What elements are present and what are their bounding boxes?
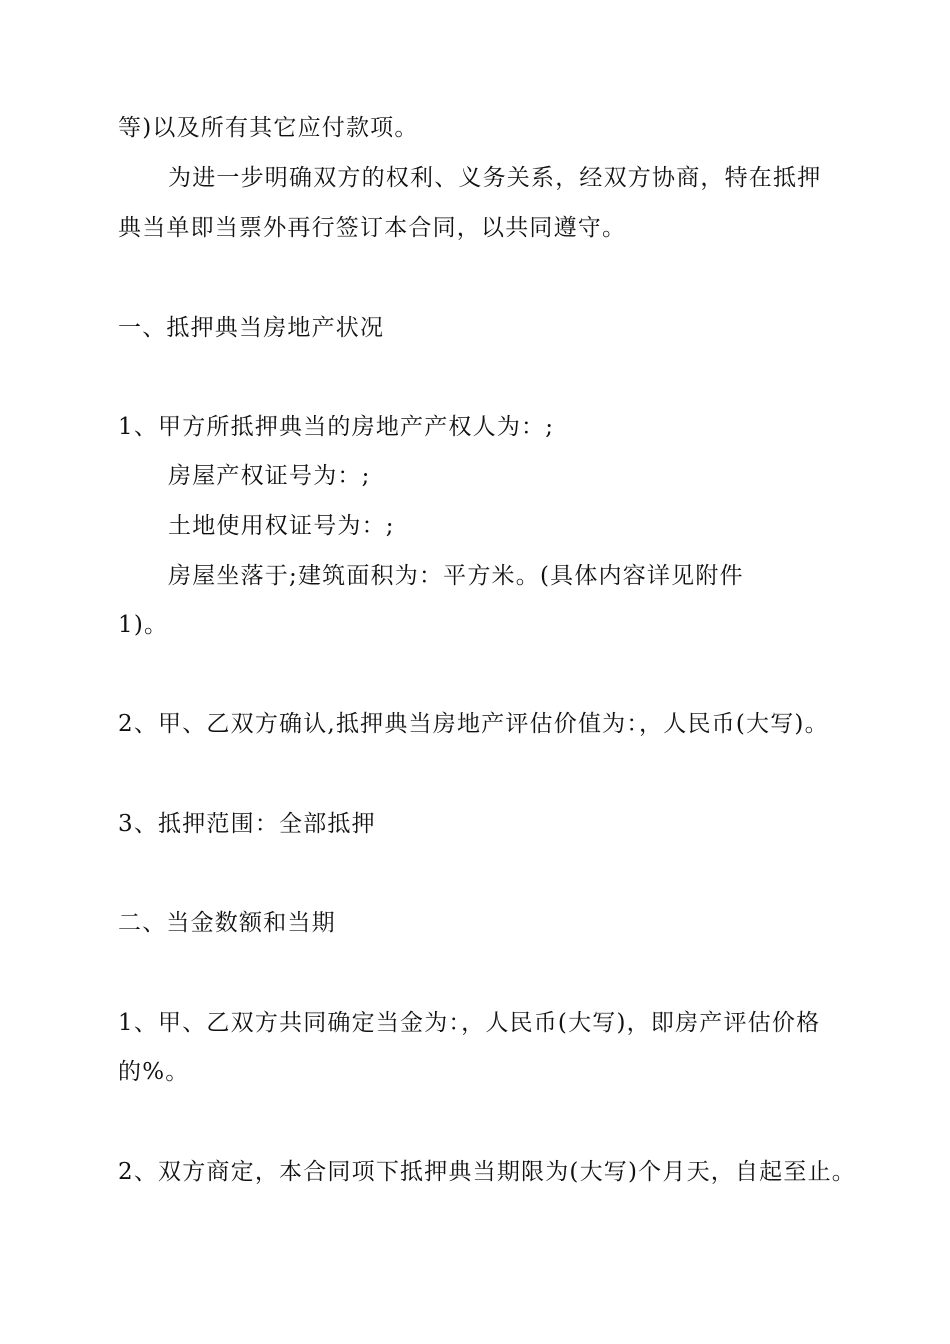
section-heading: 一、抵押典当房地产状况	[118, 315, 385, 341]
text-line: 1)。	[118, 612, 169, 638]
text-line: 1、甲方所抵押典当的房地产产权人为：;	[118, 414, 555, 440]
text-line: 的%。	[118, 1059, 190, 1085]
text-line: 为进一步明确双方的权利、义务关系，经双方协商，特在抵押	[168, 165, 822, 191]
text-line: 1、甲、乙双方共同确定当金为：，人民币(大写)，即房产评估价格	[118, 1010, 821, 1036]
section-heading: 二、当金数额和当期	[118, 910, 336, 936]
text-line: 2、甲、乙双方确认,抵押典当房地产评估价值为：，人民币(大写)。	[118, 711, 829, 737]
text-line: 房屋产权证号为：;	[168, 463, 371, 489]
text-line: 2、双方商定，本合同项下抵押典当期限为(大写)个月天，自起至止。	[118, 1159, 856, 1185]
text-line: 房屋坐落于;建筑面积为：平方米。(具体内容详见附件	[168, 563, 744, 589]
text-line: 典当单即当票外再行签订本合同，以共同遵守。	[118, 215, 627, 241]
text-line: 土地使用权证号为：;	[168, 513, 395, 539]
text-line: 等)以及所有其它应付款项。	[118, 115, 419, 141]
text-line: 3、抵押范围：全部抵押	[118, 811, 376, 837]
